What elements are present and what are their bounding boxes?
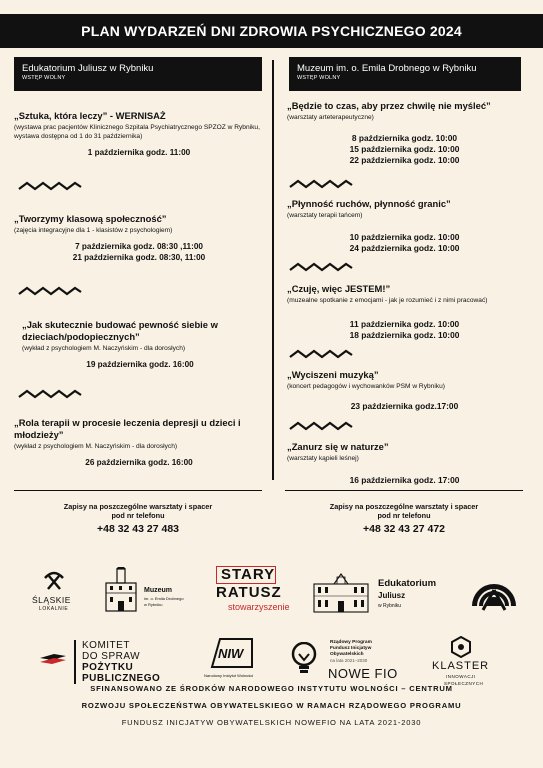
funding-line: ROZWOJU SPOŁECZEŃSTWA OBYWATELSKIEGO W RAMACH RZĄDOWEGO PROGRAMU <box>81 701 462 710</box>
event-dates <box>287 401 522 412</box>
logo-rule <box>74 640 76 684</box>
edukatorium-building-icon <box>312 572 370 614</box>
muzeum-logo <box>104 567 196 615</box>
event-dates <box>14 241 264 263</box>
logo-text: w Rybniku <box>144 602 163 607</box>
event-item <box>287 100 522 166</box>
edukatorium-logo <box>312 572 452 616</box>
event-dates <box>14 457 264 468</box>
funding-line: FUNDUSZ INICJATYW OBYWATELSKICH NOWEFIO NA LATA 2021-2030 <box>121 718 422 727</box>
event-date: 19 października godz. 16:00 <box>86 360 194 369</box>
event-description: (zajęcia integracyjne dla 1 - klasistów z psychologiem) <box>14 227 173 234</box>
event-date: 21 października godz. 08:30, 11:00 <box>72 253 206 262</box>
venue-name: Muzeum im. o. Emila Drobnego w Rybniku <box>297 63 477 74</box>
event-title: „Jak skutecznie budować pewność siebie w dzieciach/podopiecznych” <box>22 319 218 342</box>
arch-emblem-icon <box>468 566 520 616</box>
museum-building-icon <box>104 567 138 613</box>
event-dates <box>14 147 264 158</box>
signup-text: Zapisy na poszczególne warsztaty i spacer <box>329 502 479 511</box>
event-date: 1 października godz. 11:00 <box>87 148 191 157</box>
event-title: „Sztuka, która leczy” - WERNISAŻ <box>14 110 166 121</box>
zigzag-divider <box>18 286 82 296</box>
logo-text: Fundusz Inicjatyw <box>330 646 372 651</box>
event-description: (muzealne spotkanie z emocjami - jak je rozumieć i z nimi pracować) <box>287 297 488 304</box>
event-item <box>287 283 522 341</box>
logo-text: RATUSZ <box>216 584 282 601</box>
logo-text: NOWE FIO <box>328 666 398 681</box>
event-description: (wystawa prac pacjentów Klinicznego Szpitala Psychiatrycznego SPZOZ w Rybniku, wystawa dostępna od 1 do 31 października) <box>14 124 260 140</box>
logo-text: Obywatelskich <box>330 652 364 657</box>
zigzag-divider <box>18 389 82 399</box>
venue-header-edukatorium <box>14 57 262 91</box>
signup-text: pod nr telefonu <box>377 511 431 520</box>
event-description: (warsztaty kąpieli leśnej) <box>287 455 359 462</box>
event-date: 8 października godz. 10:00 <box>351 133 458 143</box>
event-item <box>287 198 522 254</box>
signup-text: Zapisy na poszczególne warsztaty i spacer <box>63 502 213 511</box>
event-date: 26 października godz. 16:00 <box>85 458 193 467</box>
venue-name: Edukatorium Juliusz w Rybniku <box>22 63 154 74</box>
event-description: (warsztaty terapii tańcem) <box>287 212 363 219</box>
logo-text: KLASTER <box>432 660 490 672</box>
logo-text: DO SPRAW <box>82 651 141 662</box>
event-item <box>22 319 258 370</box>
event-title: „Czuję, więc JESTEM!” <box>287 283 391 294</box>
hexagon-icon <box>450 636 472 658</box>
event-dates <box>287 232 522 254</box>
event-description: (koncert pedagogów i wychowanków PSM w Rybniku) <box>287 383 445 390</box>
zigzag-divider <box>18 181 82 191</box>
event-date: 10 października godz. 10:00 <box>349 232 460 242</box>
pickaxe-icon <box>42 568 66 592</box>
event-item <box>287 441 522 486</box>
logo-text: STARY <box>221 566 276 583</box>
event-date: 22 października godz. 10:00 <box>349 155 460 165</box>
stary-ratusz-logo <box>208 566 288 616</box>
event-description: (warsztaty arteterapeutyczne) <box>287 114 374 121</box>
logo-text: POŻYTKU <box>82 662 134 673</box>
column-divider <box>272 60 274 480</box>
venue-header-muzeum <box>289 57 521 91</box>
venue-entry-note: WSTĘP WOLNY <box>22 75 66 81</box>
logo-text: Rządowy Program <box>330 640 372 645</box>
logo-text: w Rybniku <box>378 603 402 609</box>
logo-text: KOMITET <box>82 640 130 651</box>
event-dates <box>22 359 258 370</box>
section-rule <box>14 490 262 491</box>
slaskie-logo <box>30 566 80 614</box>
event-item <box>14 417 264 468</box>
logo-text: SPOŁECZNYCH <box>444 681 484 686</box>
logo-text: PUBLICZNEGO <box>82 673 161 684</box>
zigzag-divider <box>289 179 353 189</box>
logo-text: Muzeum <box>144 587 172 594</box>
section-rule <box>285 490 523 491</box>
logo-text: na lata 2021–2030 <box>330 658 368 663</box>
event-date: 15 października godz. 10:00 <box>349 144 460 154</box>
event-date: 18 października godz. 10:00 <box>349 330 460 340</box>
event-date: 7 października godz. 08:30 ,11:00 <box>75 242 203 251</box>
logo-text: stowarzyszenie <box>228 602 290 612</box>
logo-text: im. o. Emila Drobnego <box>144 596 184 601</box>
event-description: (wykład z psychologiem M. Naczyńskim - dla dorosłych) <box>22 345 186 352</box>
venue-entry-note: WSTĘP WOLNY <box>297 75 341 81</box>
event-date: 24 października godz. 10:00 <box>349 243 460 253</box>
logo-text: Narodowy Instytut Wolności <box>204 673 254 678</box>
signup-left <box>14 502 262 535</box>
event-date: 16 października godz. 17:00 <box>349 475 460 485</box>
event-item <box>14 110 264 158</box>
event-dates <box>287 319 522 341</box>
event-title: „Wyciszeni muzyką” <box>287 369 379 380</box>
event-title: „Zanurz się w naturze” <box>287 441 389 452</box>
phone-number[interactable]: +48 32 43 27 483 <box>96 523 180 535</box>
event-title: „Płynność ruchów, płynność granic” <box>287 198 451 209</box>
page-title-bar <box>0 14 543 48</box>
event-item <box>287 369 522 412</box>
logo-text: ŚLĄSKIE <box>32 595 71 605</box>
signup-right <box>285 502 523 535</box>
flag-icon <box>40 654 66 666</box>
event-title: „Będzie to czas, aby przez chwilę nie myśleć” <box>287 100 491 111</box>
logo-text: Edukatorium <box>378 578 437 589</box>
logo-text: Juliusz <box>378 591 406 600</box>
event-item <box>14 213 264 263</box>
logo-text: LOKALNIE <box>39 606 69 612</box>
logo-text: NIW <box>218 646 244 661</box>
signup-text: pod nr telefonu <box>111 511 165 520</box>
event-description: (wykład z psychologiem M. Naczyńskim - dla dorosłych) <box>14 443 178 450</box>
zigzag-divider <box>289 421 353 431</box>
funding-statement <box>0 680 543 731</box>
funding-line: SFINANSOWANO ZE ŚRODKÓW NARODOWEGO INSTYTUTU WOLNOŚCI – CENTRUM <box>90 684 453 693</box>
event-dates <box>287 133 522 166</box>
zigzag-divider <box>289 262 353 272</box>
phone-number[interactable]: +48 32 43 27 472 <box>362 523 446 535</box>
event-title: „Tworzymy klasową społeczność” <box>14 213 167 224</box>
event-date: 23 października godz.17:00 <box>350 401 459 411</box>
zigzag-divider <box>289 349 353 359</box>
event-dates <box>287 475 522 486</box>
event-title: „Rola terapii w procesie leczenia depresji u dzieci i młodzieży” <box>14 417 241 440</box>
event-date: 11 października godz. 10:00 <box>349 319 460 329</box>
page-title: PLAN WYDARZEŃ DNI ZDROWIA PSYCHICZNEGO 2024 <box>81 23 462 39</box>
logo-text: INNOWACJI <box>446 674 476 679</box>
lightbulb-icon <box>290 642 318 674</box>
